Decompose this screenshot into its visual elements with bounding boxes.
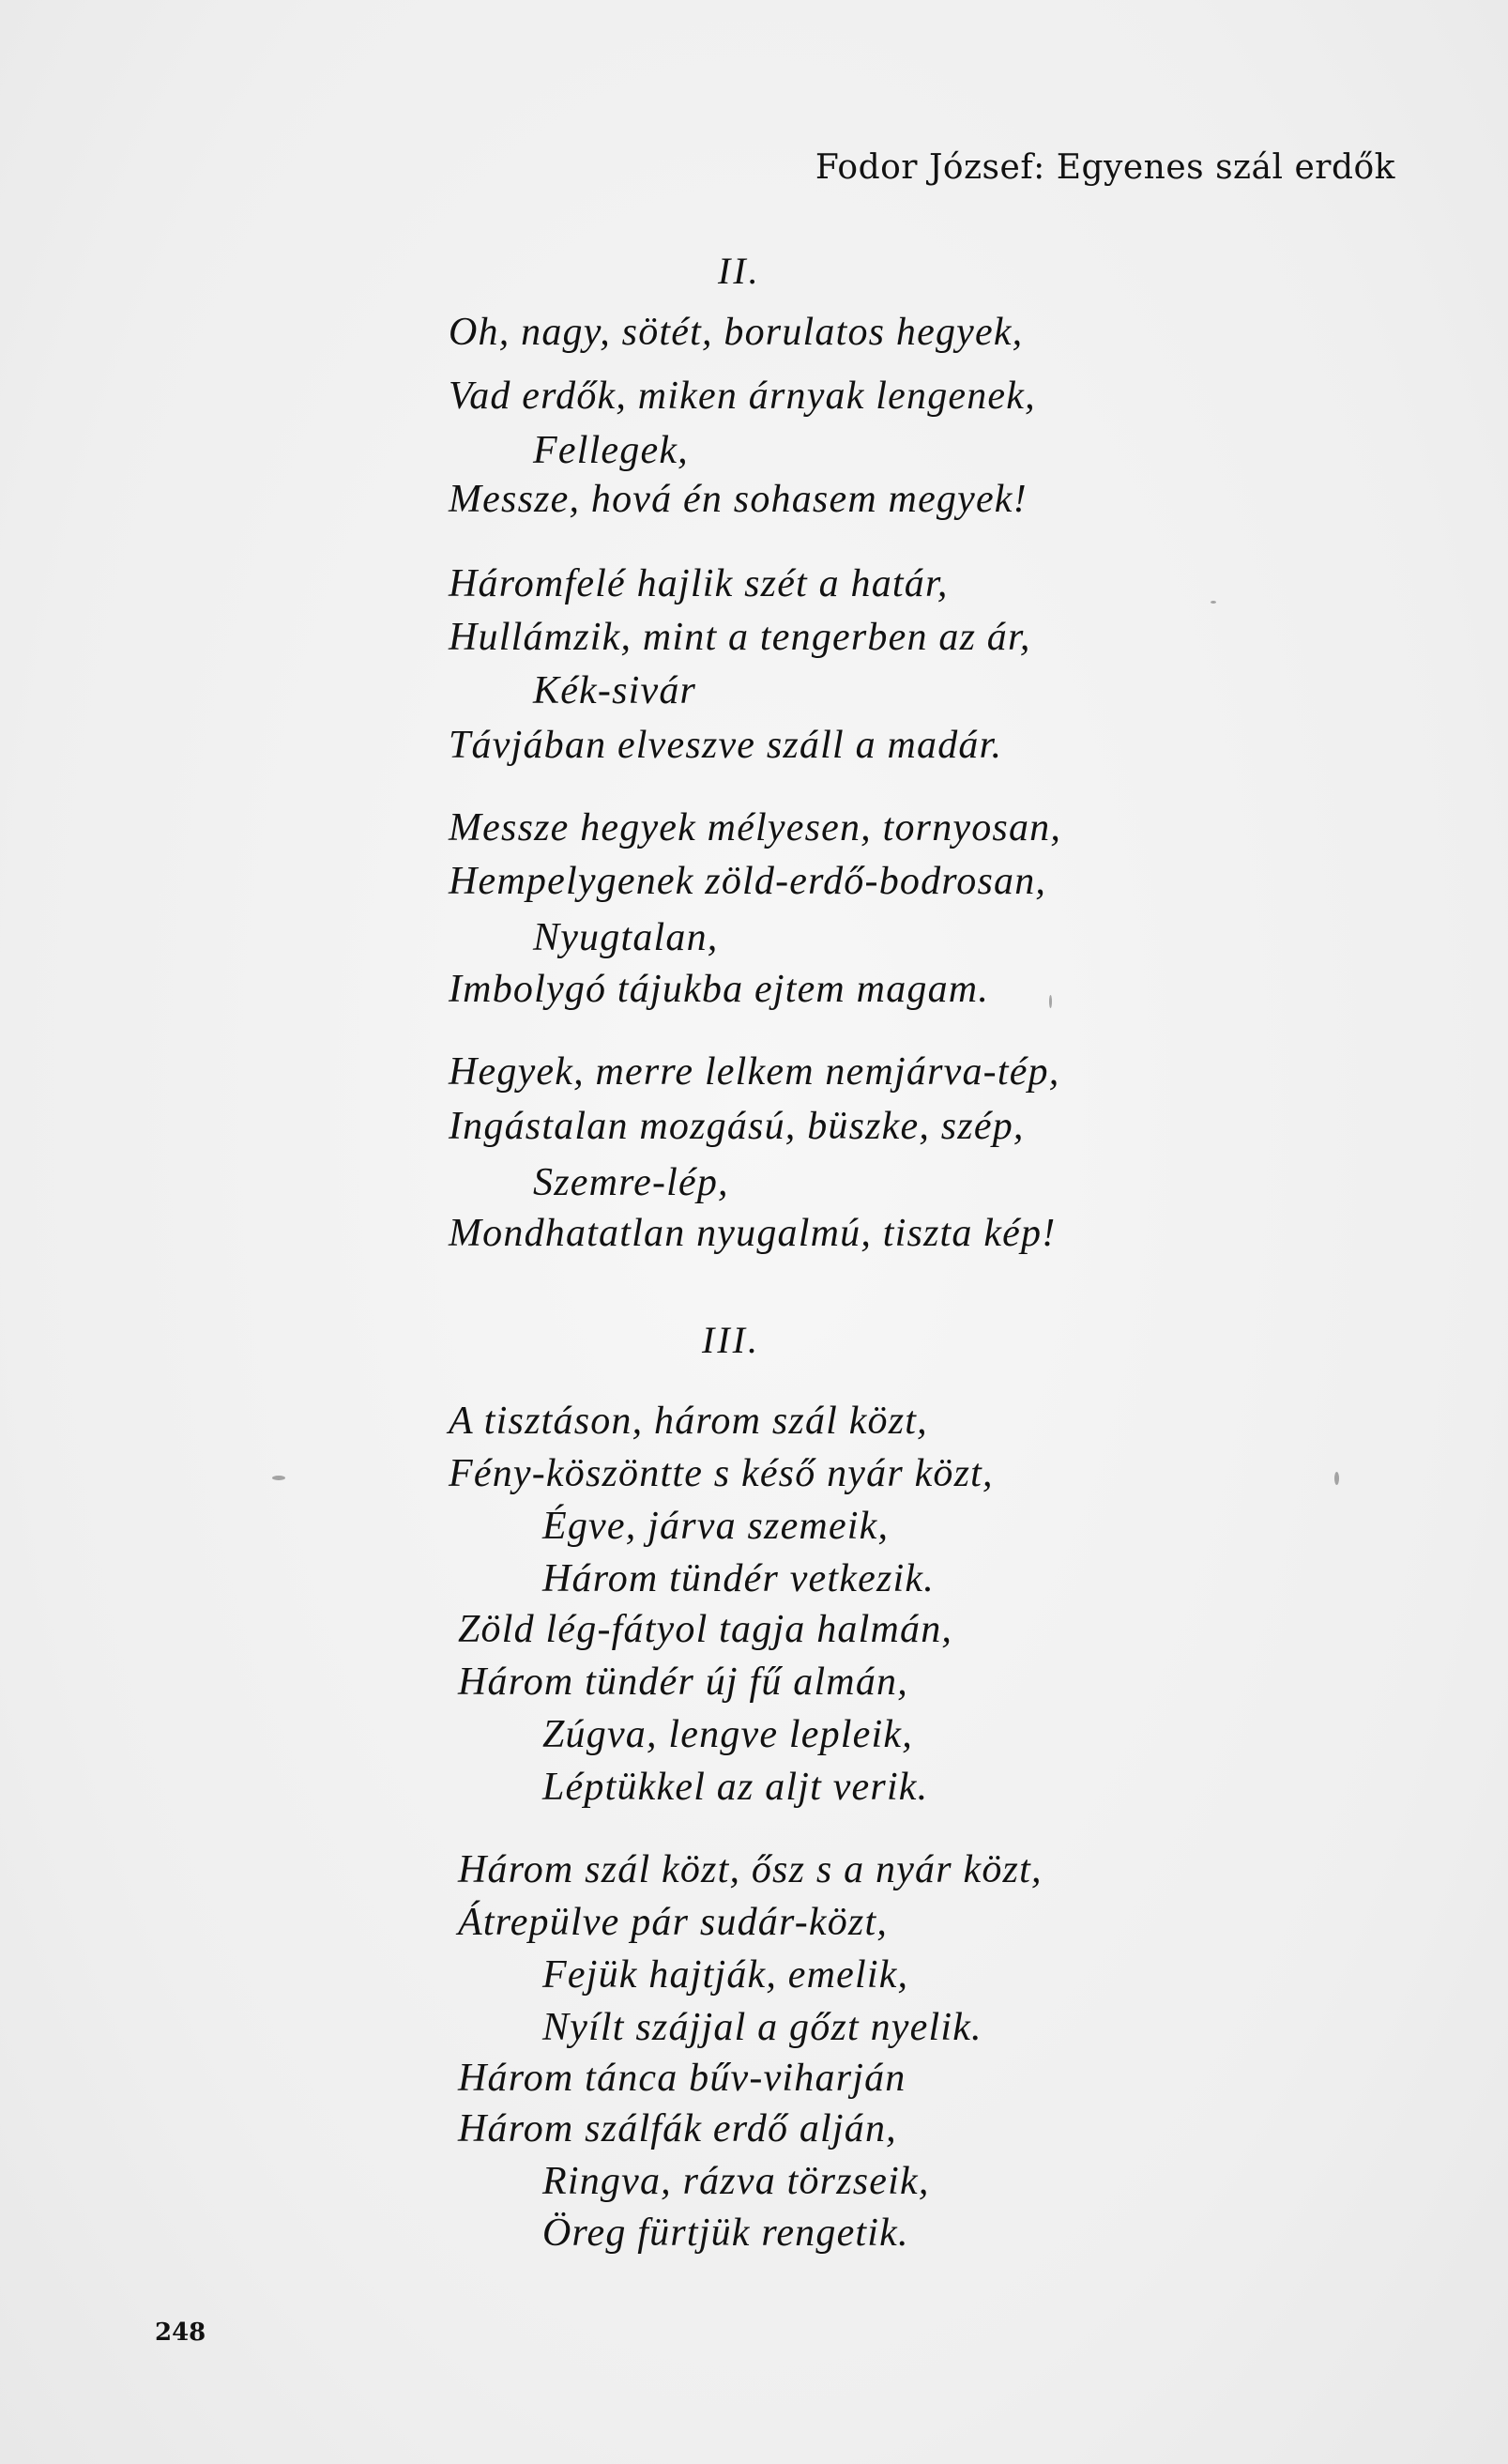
poem-line: Három szál közt, ősz s a nyár közt,: [458, 1848, 1043, 1891]
poem-line: Messze hegyek mélyesen, tornyosan,: [449, 806, 1062, 849]
poem-line: Nyílt szájjal a gőzt nyelik.: [542, 2006, 982, 2049]
scan-speck: [1334, 1472, 1339, 1485]
poem-line: Vad erdők, miken árnyak lengenek,: [449, 375, 1036, 418]
page-number: 248: [155, 2319, 206, 2347]
poem-line: Ringva, rázva törzseik,: [542, 2160, 930, 2203]
section-number-ii: II.: [718, 250, 761, 292]
poem-line: Öreg fürtjük rengetik.: [542, 2211, 909, 2255]
poem-line: Fellegek,: [533, 429, 689, 472]
poem-line: Messze, hová én sohasem megyek!: [449, 478, 1028, 521]
poem-line: Hegyek, merre lelkem nemjárva-tép,: [449, 1050, 1060, 1094]
poem-line: Fejük hajtják, emelik,: [542, 1953, 909, 1997]
poem-line: Ingástalan mozgású, büszke, szép,: [449, 1105, 1025, 1148]
poem-line: Három tündér új fű almán,: [458, 1661, 908, 1704]
poem-line: Hempelygenek zöld-erdő-bodrosan,: [449, 860, 1047, 903]
poem-line: Hullámzik, mint a tengerben az ár,: [449, 616, 1031, 659]
poem-line: A tisztáson, három szál közt,: [449, 1400, 928, 1443]
poem-line: Zöld lég-fátyol tagja halmán,: [458, 1608, 953, 1651]
poem-line: Imbolygó tájukba ejtem magam.: [449, 968, 990, 1011]
scan-speck: [1211, 601, 1216, 604]
scan-speck: [272, 1476, 285, 1480]
poem-line: Háromfelé hajlik szét a határ,: [449, 562, 949, 605]
scan-speck: [1049, 995, 1052, 1008]
poem-line: Kék-sivár: [533, 669, 697, 712]
poem-line: Átrepülve pár sudár-közt,: [458, 1901, 889, 1944]
poem-line: Nyugtalan,: [533, 916, 719, 959]
poem-line: Mondhatatlan nyugalmú, tiszta kép!: [449, 1212, 1057, 1255]
poem-line: Távjában elveszve száll a madár.: [449, 724, 1003, 767]
running-head: Fodor József: Egyenes szál erdők: [815, 148, 1395, 187]
poem-line: Oh, nagy, sötét, borulatos hegyek,: [449, 311, 1024, 354]
poem-line: Fény-köszöntte s késő nyár közt,: [449, 1452, 994, 1495]
poem-line: Három szálfák erdő alján,: [458, 2107, 897, 2150]
poem-line: Szemre-lép,: [533, 1161, 729, 1204]
poem-line: Zúgva, lengve lepleik,: [542, 1713, 913, 1756]
poem-line: Léptükkel az aljt verik.: [542, 1766, 929, 1809]
poem-line: Három tánca bűv-viharján: [458, 2057, 906, 2100]
section-number-iii: III.: [702, 1319, 760, 1361]
poem-line: Égve, járva szemeik,: [542, 1505, 890, 1548]
poem-line: Három tündér vetkezik.: [542, 1557, 935, 1600]
